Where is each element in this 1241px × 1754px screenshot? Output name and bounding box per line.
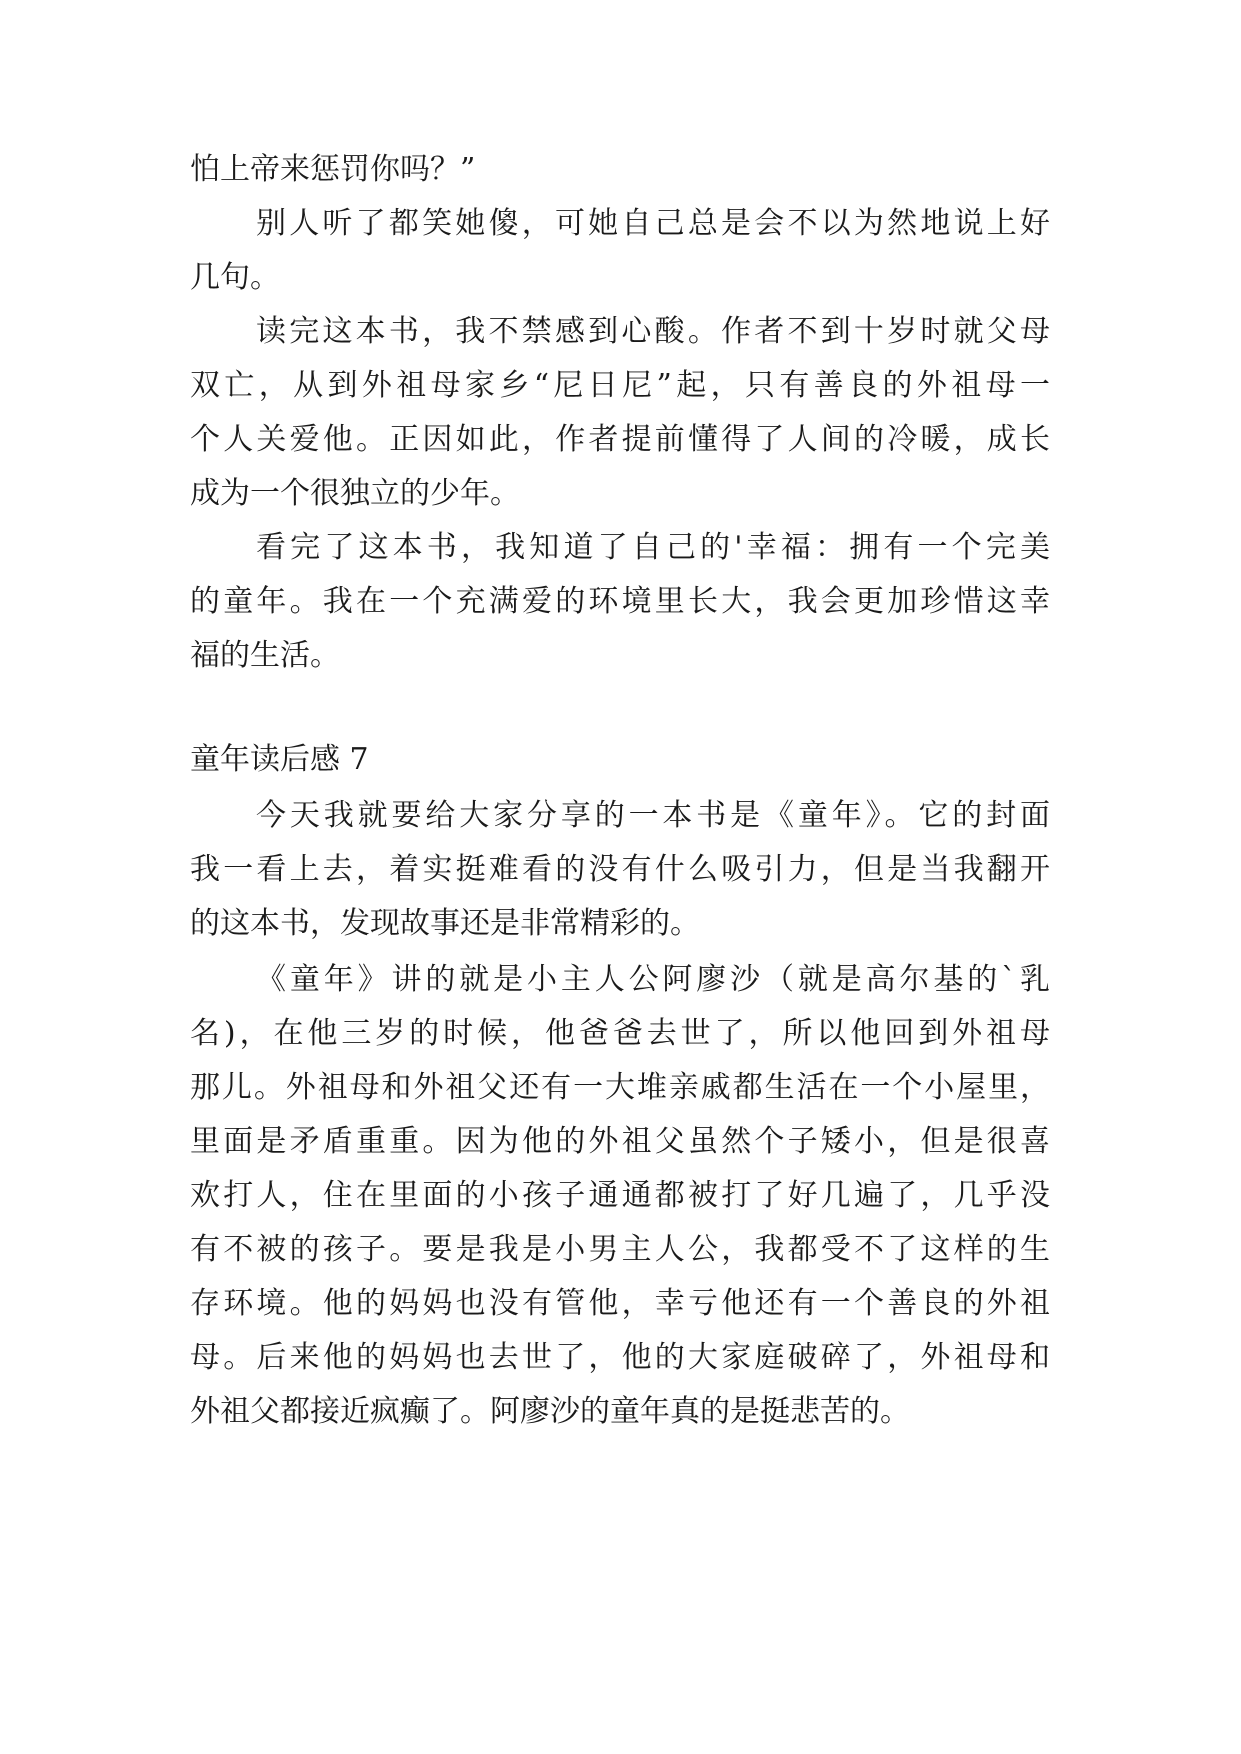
- paragraph-line: 母。后来他的妈妈也去世了，他的大家庭破碎了，外祖母和: [190, 1340, 1050, 1375]
- paragraph-line: 几句。: [190, 260, 280, 295]
- paragraph-line: 有不被的孩子。要是我是小男主人公，我都受不了这样的生: [190, 1232, 1050, 1267]
- paragraph-line: 我一看上去，着实挺难看的没有什么吸引力，但是当我翻开: [190, 852, 1050, 887]
- paragraph-line: 成为一个很独立的少年。: [190, 476, 520, 511]
- paragraph-line: 个人关爱他。正因如此，作者提前懂得了人间的冷暖，成长: [190, 422, 1050, 457]
- paragraph-line: 外祖父都接近疯癫了。阿廖沙的童年真的是挺悲苦的。: [190, 1394, 910, 1429]
- paragraph-line: 的这本书，发现故事还是非常精彩的。: [190, 906, 700, 941]
- paragraph-line: 福的生活。: [190, 638, 340, 673]
- paragraph-line: 双亡，从到外祖母家乡“尼日尼”起，只有善良的外祖母一: [190, 368, 1050, 403]
- paragraph-line: 读完这本书，我不禁感到心酸。作者不到十岁时就父母: [256, 314, 1050, 349]
- paragraph-line: 欢打人，住在里面的小孩子通通都被打了好几遍了，几乎没: [190, 1178, 1050, 1213]
- paragraph-line: 看完了这本书，我知道了自己的'幸福：拥有一个完美: [256, 530, 1050, 565]
- paragraph-line: 《童年》讲的就是小主人公阿廖沙（就是高尔基的`乳: [256, 962, 1050, 997]
- paragraph-line: 别人听了都笑她傻，可她自己总是会不以为然地说上好: [256, 206, 1050, 241]
- paragraph-line: 里面是矛盾重重。因为他的外祖父虽然个子矮小，但是很喜: [190, 1124, 1050, 1159]
- paragraph-line: 的童年。我在一个充满爱的环境里长大，我会更加珍惜这幸: [190, 584, 1050, 619]
- paragraph-line: 今天我就要给大家分享的一本书是《童年》。它的封面: [256, 798, 1050, 833]
- section-title: 童年读后感 7: [190, 742, 369, 777]
- paragraph-line: 名)，在他三岁的时候，他爸爸去世了，所以他回到外祖母: [190, 1016, 1050, 1051]
- paragraph-line: 怕上帝来惩罚你吗？”: [190, 152, 476, 187]
- paragraph-line: 那儿。外祖母和外祖父还有一大堆亲戚都生活在一个小屋里，: [190, 1070, 1050, 1105]
- paragraph-line: 存环境。他的妈妈也没有管他，幸亏他还有一个善良的外祖: [190, 1286, 1050, 1321]
